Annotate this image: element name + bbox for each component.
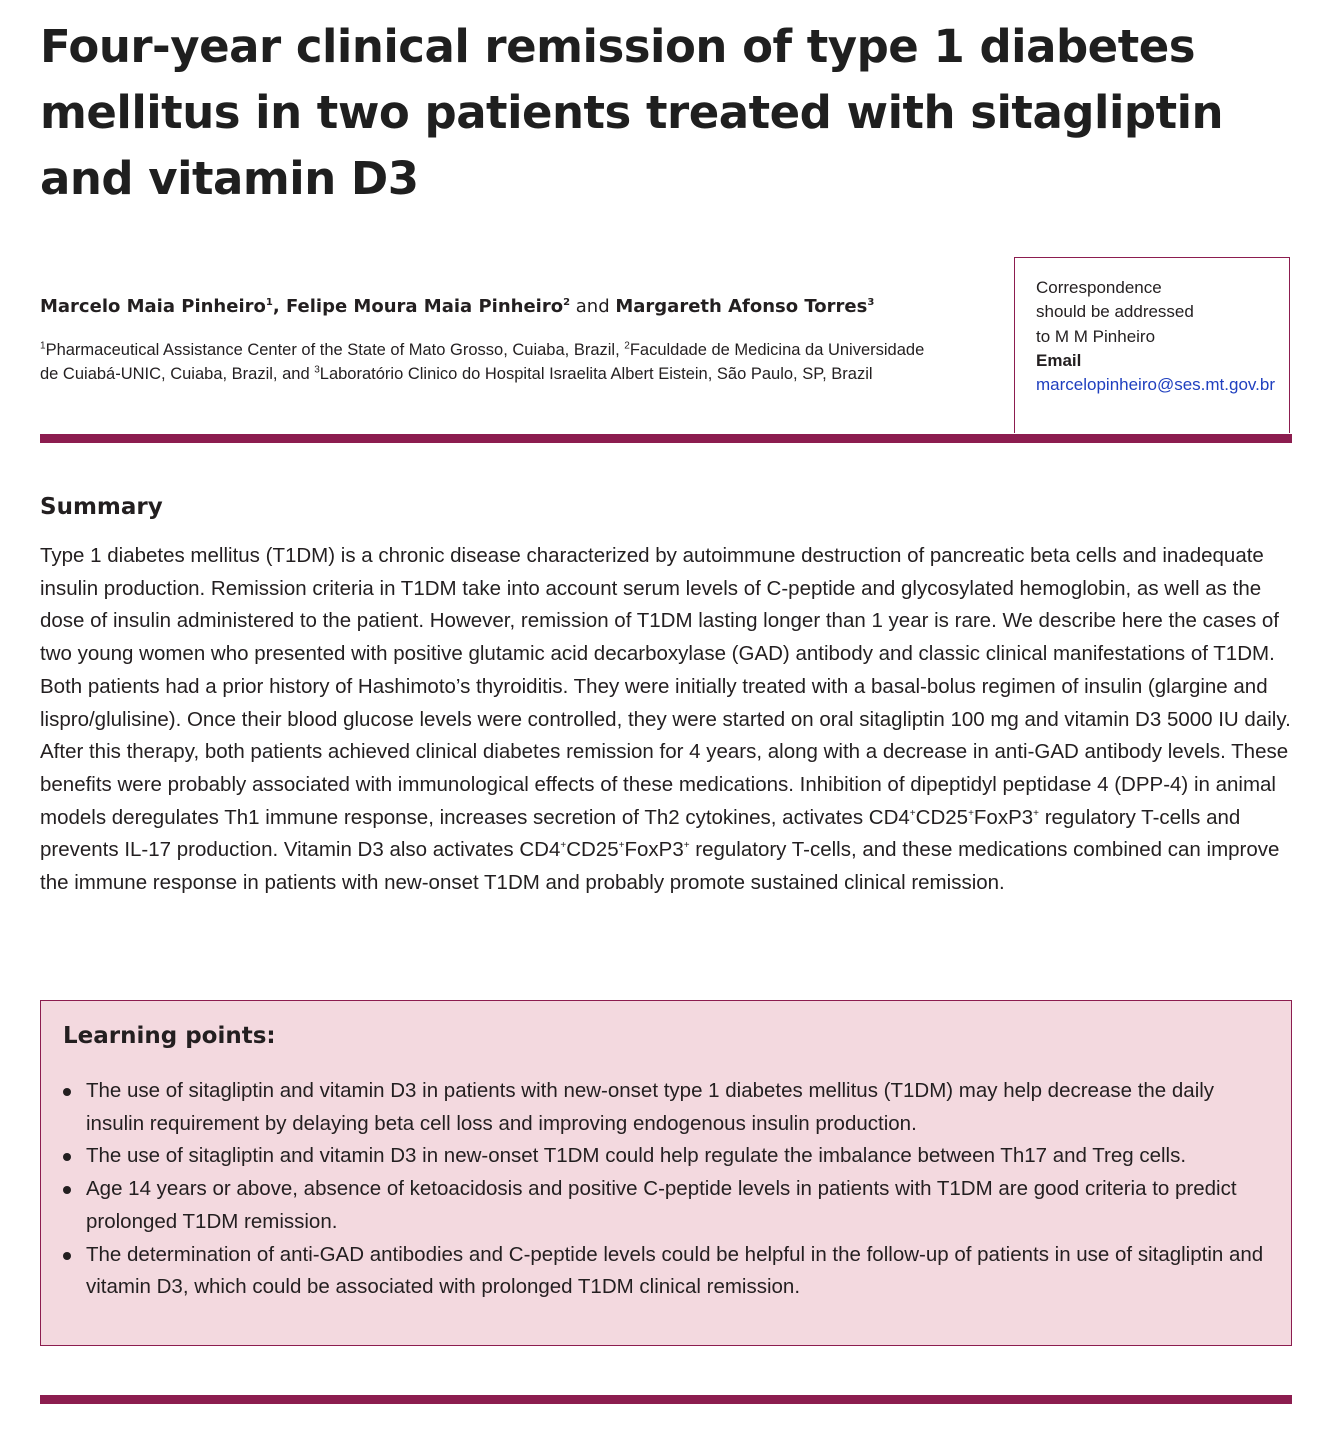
email-link[interactable]: marcelopinheiro@ses.mt.gov.br [1036,375,1275,395]
superscript: + [618,840,625,852]
section-divider [40,1395,1292,1404]
learning-point [63,1140,1269,1173]
affiliations [40,338,940,386]
author-name: Marcelo Maia Pinheiro [40,296,266,317]
learning-point [63,1075,1269,1140]
author-name: Margareth Afonso Torres [615,296,868,317]
author-separator: and [570,296,616,317]
learning-points-heading: Learning points: [63,1023,276,1049]
learning-point [63,1239,1269,1304]
summary-run: Type 1 diabetes mellitus (T1DM) is a chronic disease characterized by autoimmune destruction of pancreatic beta cells and inadequate insulin production. Remission criteria in T1DM take into account serum levels of C-peptide and glycosylated hemoglobin, as well as the dose of insulin administered to the patient. However, remission of T1DM lasting longer than 1 year is rare. We describe here the cases of two young women who presented with positive glutamic acid decarboxylase (GAD) antibody and classic clinical manifestations of T1DM. Both patients had a prior history of Hashimoto’s thyroiditis. They were initially treated with a basal-bolus regimen of insulin (glargine and lispro/glulisine). Once their blood glucose levels were controlled, they were started on oral sitagliptin 100 mg and vitamin D3 5000 IU daily. After this therapy, both patients achieved clinical diabetes remission for 4 years, along with a decrease in anti-GAD antibody levels. These benefits were probably associated with immunological effects of these medications. Inhibition of dipeptidyl peptidase 4 (DPP-4) in animal models deregulates Th1 immune response, increases secretion of Th2 cytokines, activates CD4 [40,544,1291,829]
superscript: + [560,840,567,852]
superscript: + [968,807,974,819]
affiliation-marker: 1 [265,297,273,308]
affiliation-number: 1 [40,340,46,352]
correspondence-line: Correspondence [1036,278,1162,297]
learning-point [63,1173,1269,1238]
section-divider [40,434,1292,443]
correspondence-line: to M M Pinheiro [1036,326,1156,346]
summary-run: regulatory T-cells, and these medications combined can improve the immune response in patients with new-onset T1DM and probably promote sustained clinical remission. [40,838,1280,895]
learning-point-text: The determination of anti-GAD antibodies and C-peptide levels could be helpful in the follow-up of patients in use of sitagliptin and vitamin D3, which could be associated with prolonged T1DM clinical remission. [86,1242,1264,1299]
summary-run: FoxP3 [973,805,1034,829]
learning-points-box [40,1000,1292,1346]
summary-run: CD25 [915,805,969,829]
correspondence-line: should be addressed [1036,302,1194,322]
bullet-icon [63,1088,71,1096]
author-name: Felipe Moura Maia Pinheiro [285,296,564,317]
affiliation-text: Pharmaceutical Assistance Center of the State of Mato Grosso, Cuiaba, Brazil, [45,341,625,359]
summary-heading: Summary [40,494,163,520]
affiliation-number: 3 [314,364,320,376]
superscript: + [683,840,690,852]
bullet-icon [63,1252,71,1260]
learning-point-text: Age 14 years or above, absence of ketoacidosis and positive C-peptide levels in patients with T1DM are good criteria to predict prolonged T1DM remission. [86,1177,1237,1233]
bullet-icon [63,1153,71,1161]
summary-run: CD25 [566,838,619,862]
learning-point-text: The use of sitagliptin and vitamin D3 in patients with new-onset type 1 diabetes mellitus (T1DM) may help decrease the daily insulin requirement by delaying beta cell loss and improving endogenous insulin production. [86,1079,1215,1135]
affiliation-text: Laboratório Clinico do Hospital Israelita Albert Eistein, São Paulo, SP, Brazil [319,365,873,383]
superscript: + [909,807,916,819]
summary-run: regulatory T-cells and prevents IL-17 production. Vitamin D3 also activates CD4 [40,805,1241,862]
affiliation-text: Faculdade de Medicina da Universidade de Cuiabá-UNIC, Cuiaba, Brazil, and [40,341,925,383]
correspondence-box [1014,257,1290,433]
bullet-icon [63,1186,71,1194]
author-list [40,294,1000,320]
affiliation-number: 2 [624,340,630,352]
superscript: + [1033,807,1039,819]
email-label: Email [1036,350,1082,370]
learning-points-list [63,1075,1269,1304]
summary-text [40,540,1296,900]
affiliation-marker: 3 [867,297,875,308]
affiliation-marker: 2 [563,297,571,308]
summary-run: FoxP3 [624,838,684,862]
article-title: Four-year clinical remission of type 1 diabetes mellitus in two patients treated with sitagliptin and vitamin D3 [40,20,1224,205]
author-separator: , [272,296,286,317]
learning-point-text: The use of sitagliptin and vitamin D3 in new-onset T1DM could help regulate the imbalance between Th17 and Treg cells. [86,1144,1187,1168]
